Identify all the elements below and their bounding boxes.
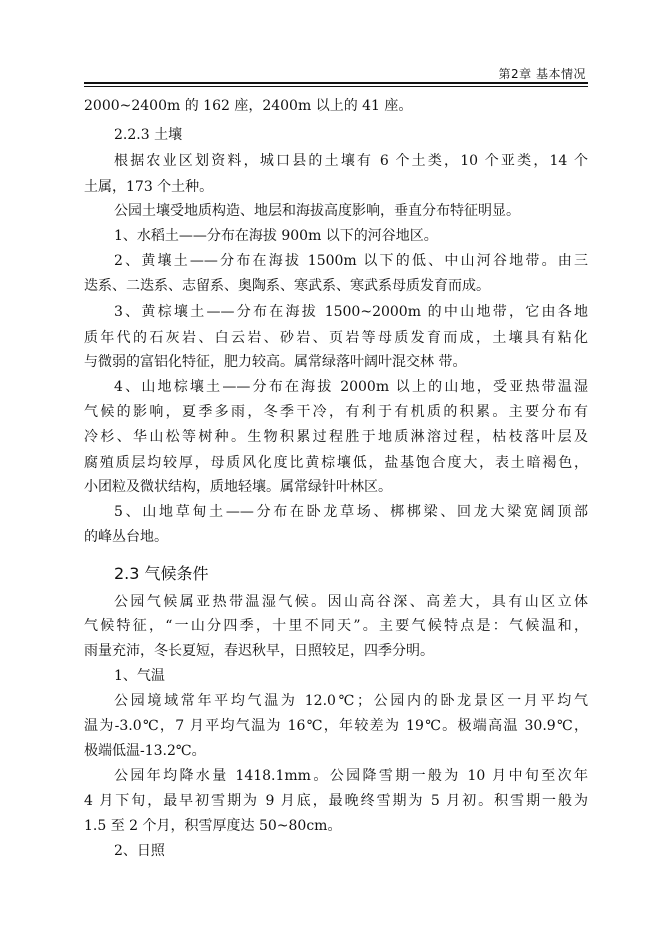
text-line: 公园土壤受地质构造、地层和海拔高度影响，垂直分布特征明显。: [114, 203, 520, 219]
list-item-2: 2、黄壤土——分布在海拔 1500m 以下的低、中山河谷地带。由三: [114, 253, 588, 269]
text-line: 气候的影响，夏季多雨，冬季干冷，有利于有机质的积累。主要分布有: [84, 404, 588, 420]
subheading-temperature: 1、气温: [114, 668, 165, 684]
text-line: 的峰丛台地。: [84, 529, 168, 545]
text-line: 公园年均降水量 1418.1mm。公园降雪期一般为 10 月中旬至次年: [114, 768, 588, 784]
text-line: 腐殖质层均较厚，母质风化度比黄棕壤低，盐基饱合度大，表土暗褐色，: [84, 455, 588, 471]
header-rule-thin: [84, 86, 588, 87]
text-line: 根据农业区划资料，城口县的土壤有 6 个土类，10 个亚类，14 个: [114, 153, 588, 169]
text-line: 土属，173 个土种。: [84, 179, 214, 195]
list-item-5: 5、山地草甸土——分布在卧龙草场、梆梆梁、回龙大梁宽阔顶部: [114, 504, 588, 520]
header-rule-thick: [84, 82, 588, 84]
section-heading-climate: 2.3 气候条件: [114, 564, 209, 583]
text-line: 迭系、二迭系、志留系、奥陶系、寒武系、寒武系母质发育而成。: [84, 278, 490, 294]
text-line: 与微弱的富铝化特征，肥力较高。属常绿落叶阔叶混交林 带。: [84, 354, 467, 370]
text-line: 1.5 至 2 个月，积雪厚度达 50~80cm。: [84, 818, 342, 834]
text-line: 极端低温-13.2℃。: [84, 743, 206, 759]
subheading-sunshine: 2、日照: [114, 843, 165, 859]
subsection-heading-soil: 2.2.3 土壤: [114, 127, 183, 143]
text-line: 温为-3.0℃，7 月平均气温为 16℃，年较差为 19℃。极端高温 30.9℃，: [84, 718, 588, 734]
page-header: [84, 62, 588, 86]
list-item-4: 4、山地棕壤土——分布在海拔 2000m 以上的山地，受亚热带温湿: [114, 379, 588, 395]
text-line: 公园境域常年平均气温为 12.0℃；公园内的卧龙景区一月平均气: [114, 693, 588, 709]
text-line: 公园气候属亚热带温湿气候。因山高谷深、高差大，具有山区立体: [114, 594, 588, 610]
text-line: 气候特征，“一山分四季，十里不同天”。主要气候特点是：气候温和，: [84, 618, 588, 634]
chapter-title: 第2章 基本情况: [498, 67, 586, 81]
text-line: 冷杉、华山松等树种。生物积累过程胜于地质淋溶过程，枯枝落叶层及: [84, 429, 588, 445]
text-line: 小团粒及微状结构，质地轻壤。属常绿针叶林区。: [84, 479, 392, 495]
list-item-3: 3、黄棕壤土——分布在海拔 1500~2000m 的中山地带，它由各地: [114, 304, 588, 320]
text-line: 质年代的石灰岩、白云岩、砂岩、页岩等母质发育而成，土壤具有粘化: [84, 330, 588, 346]
text-line: 2000~2400m 的 162 座，2400m 以上的 41 座。: [84, 98, 413, 114]
text-line: 4 月下旬，最早初雪期为 9 月底，最晚终雪期为 5 月初。积雪期一般为: [84, 793, 588, 809]
text-line: 雨量充沛，冬长夏短，春迟秋早，日照较足，四季分明。: [84, 643, 434, 659]
list-item-1: 1、水稻土——分布在海拔 900m 以下的河谷地区。: [114, 228, 438, 244]
